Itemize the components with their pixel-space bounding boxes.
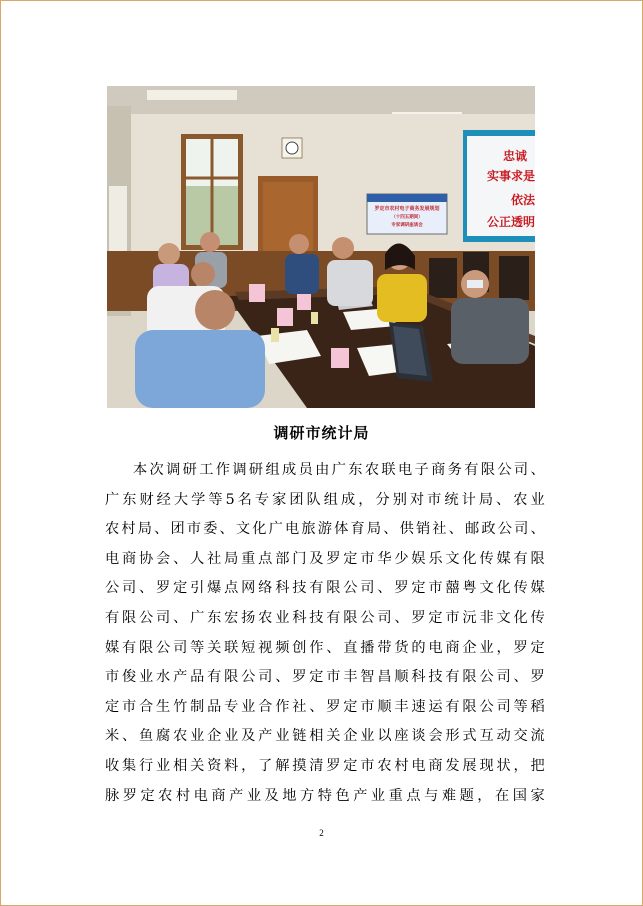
meeting-photo bbox=[107, 86, 535, 408]
screen-line-3: 专家调研座谈会 bbox=[391, 223, 423, 228]
paragraph-line: 广东财经大学等5名专家团队组成，分别对市统计局、农业 bbox=[105, 491, 545, 508]
body-paragraph bbox=[105, 456, 545, 811]
paragraph-line: 农村局、团市委、文化广电旅游体育局、供销社、邮政公司、 bbox=[105, 521, 545, 538]
photo-caption: 调研市统计局 bbox=[273, 424, 370, 442]
slogan-line-2: 实事求是 bbox=[486, 169, 535, 183]
paragraph-line: 定市合生竹制品专业合作社、罗定市顺丰速运有限公司等稻 bbox=[105, 698, 545, 715]
page-number: 2 bbox=[319, 828, 324, 838]
paragraph-line: 本次调研工作调研组成员由广东农联电子商务有限公司、 bbox=[133, 462, 545, 478]
screen-line-1: 罗定市农村电子商务发展规划 bbox=[374, 206, 440, 212]
slogan-line-3: 依法 bbox=[510, 193, 535, 207]
slogan-line-1: 忠诚 bbox=[502, 149, 527, 163]
paragraph-line: 电商协会、人社局重点部门及罗定市华少娱乐文化传媒有限 bbox=[105, 550, 545, 567]
paragraph-line: 市俊业水产品有限公司、罗定市丰智昌顺科技有限公司、罗 bbox=[105, 669, 545, 686]
slogan-line-4: 公正透明 bbox=[486, 215, 535, 229]
paragraph-line: 收集行业相关资料，了解摸清罗定市农村电商发展现状，把 bbox=[105, 757, 545, 774]
paragraph-line: 米、鱼腐农业企业及产业链相关企业以座谈会形式互动交流 bbox=[105, 728, 545, 745]
paragraph-line: 媒有限公司等关联短视频创作、直播带货的电商企业，罗定 bbox=[105, 639, 545, 656]
paragraph-line: 有限公司、广东宏扬农业科技有限公司、罗定市沅非文化传 bbox=[105, 609, 545, 626]
screen-line-2: （十四五期间） bbox=[391, 215, 423, 220]
paragraph-line: 公司、罗定引爆点网络科技有限公司、罗定市囍粤文化传媒 bbox=[105, 580, 545, 597]
paragraph-line: 脉罗定农村电商产业及地方特色产业重点与难题，在国家 bbox=[105, 787, 545, 804]
